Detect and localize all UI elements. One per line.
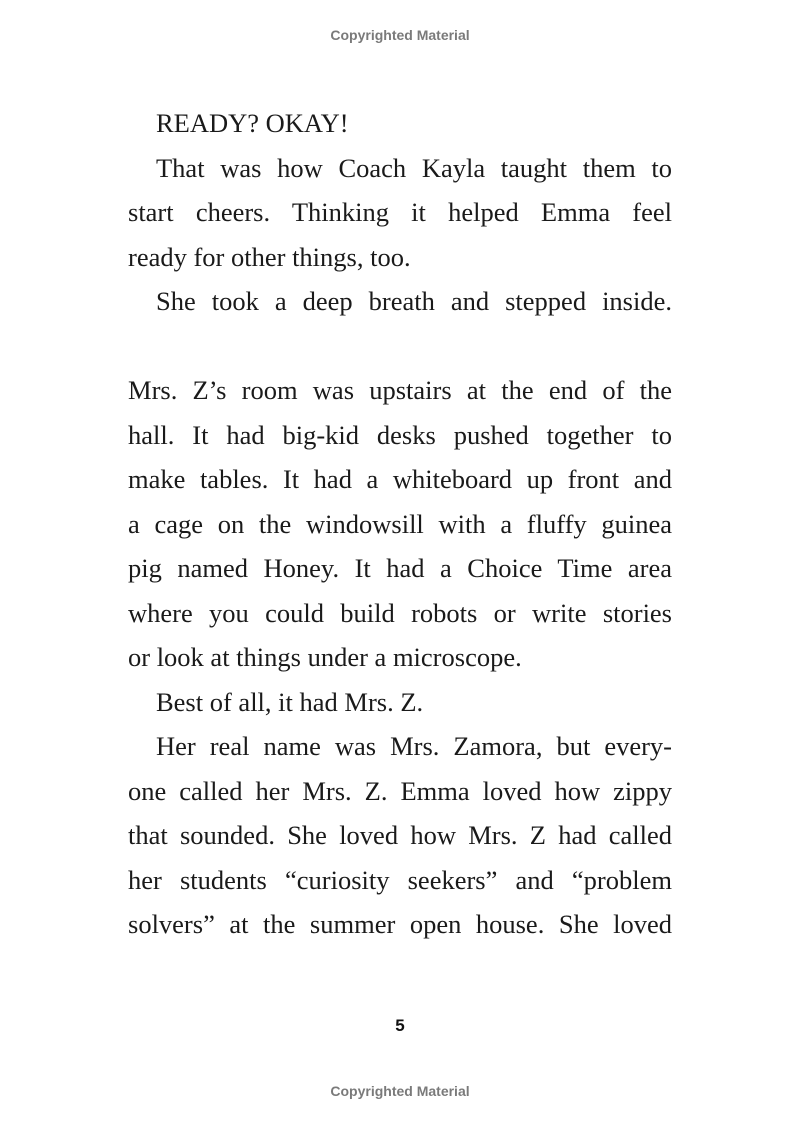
text-line: Best of all, it had Mrs. Z. (156, 686, 424, 717)
copyright-watermark-bottom: Copyrighted Material (330, 1083, 470, 1099)
text-line: pig named Honey. It had a Choice Time area (128, 553, 672, 583)
text-line: one called her Mrs. Z. Emma loved how zippy (128, 775, 672, 806)
text-line: ready for other things, too. (128, 241, 411, 272)
section-break (128, 324, 672, 369)
text-line: solvers” at the summer open house. She loved (128, 909, 672, 939)
page-number: 5 (395, 1016, 405, 1035)
text-line: a cage on the windowsill with a fluffy guinea (128, 508, 672, 539)
text-line: Mrs. Z’s room was upstairs at the end of the (128, 375, 672, 405)
text-line: She took a deep breath and stepped inside. (156, 286, 672, 316)
text-line: make tables. It had a whiteboard up front and (128, 464, 672, 494)
page-body-text (128, 101, 672, 947)
text-line: hall. It had big-kid desks pushed together to (128, 419, 672, 450)
text-line: Her real name was Mrs. Zamora, but every- (156, 731, 672, 761)
text-line: where you could build robots or write stories (128, 597, 672, 628)
text-line: that sounded. She loved how Mrs. Z had called (128, 820, 672, 850)
text-line: or look at things under a microscope. (128, 642, 522, 672)
text-line: READY? OKAY! (156, 108, 349, 138)
text-line: That was how Coach Kayla taught them to (156, 152, 672, 183)
text-line: her students “curiosity seekers” and “problem (128, 864, 672, 895)
copyright-watermark-top: Copyrighted Material (330, 27, 470, 43)
text-line: start cheers. Thinking it helped Emma feel (128, 197, 672, 227)
